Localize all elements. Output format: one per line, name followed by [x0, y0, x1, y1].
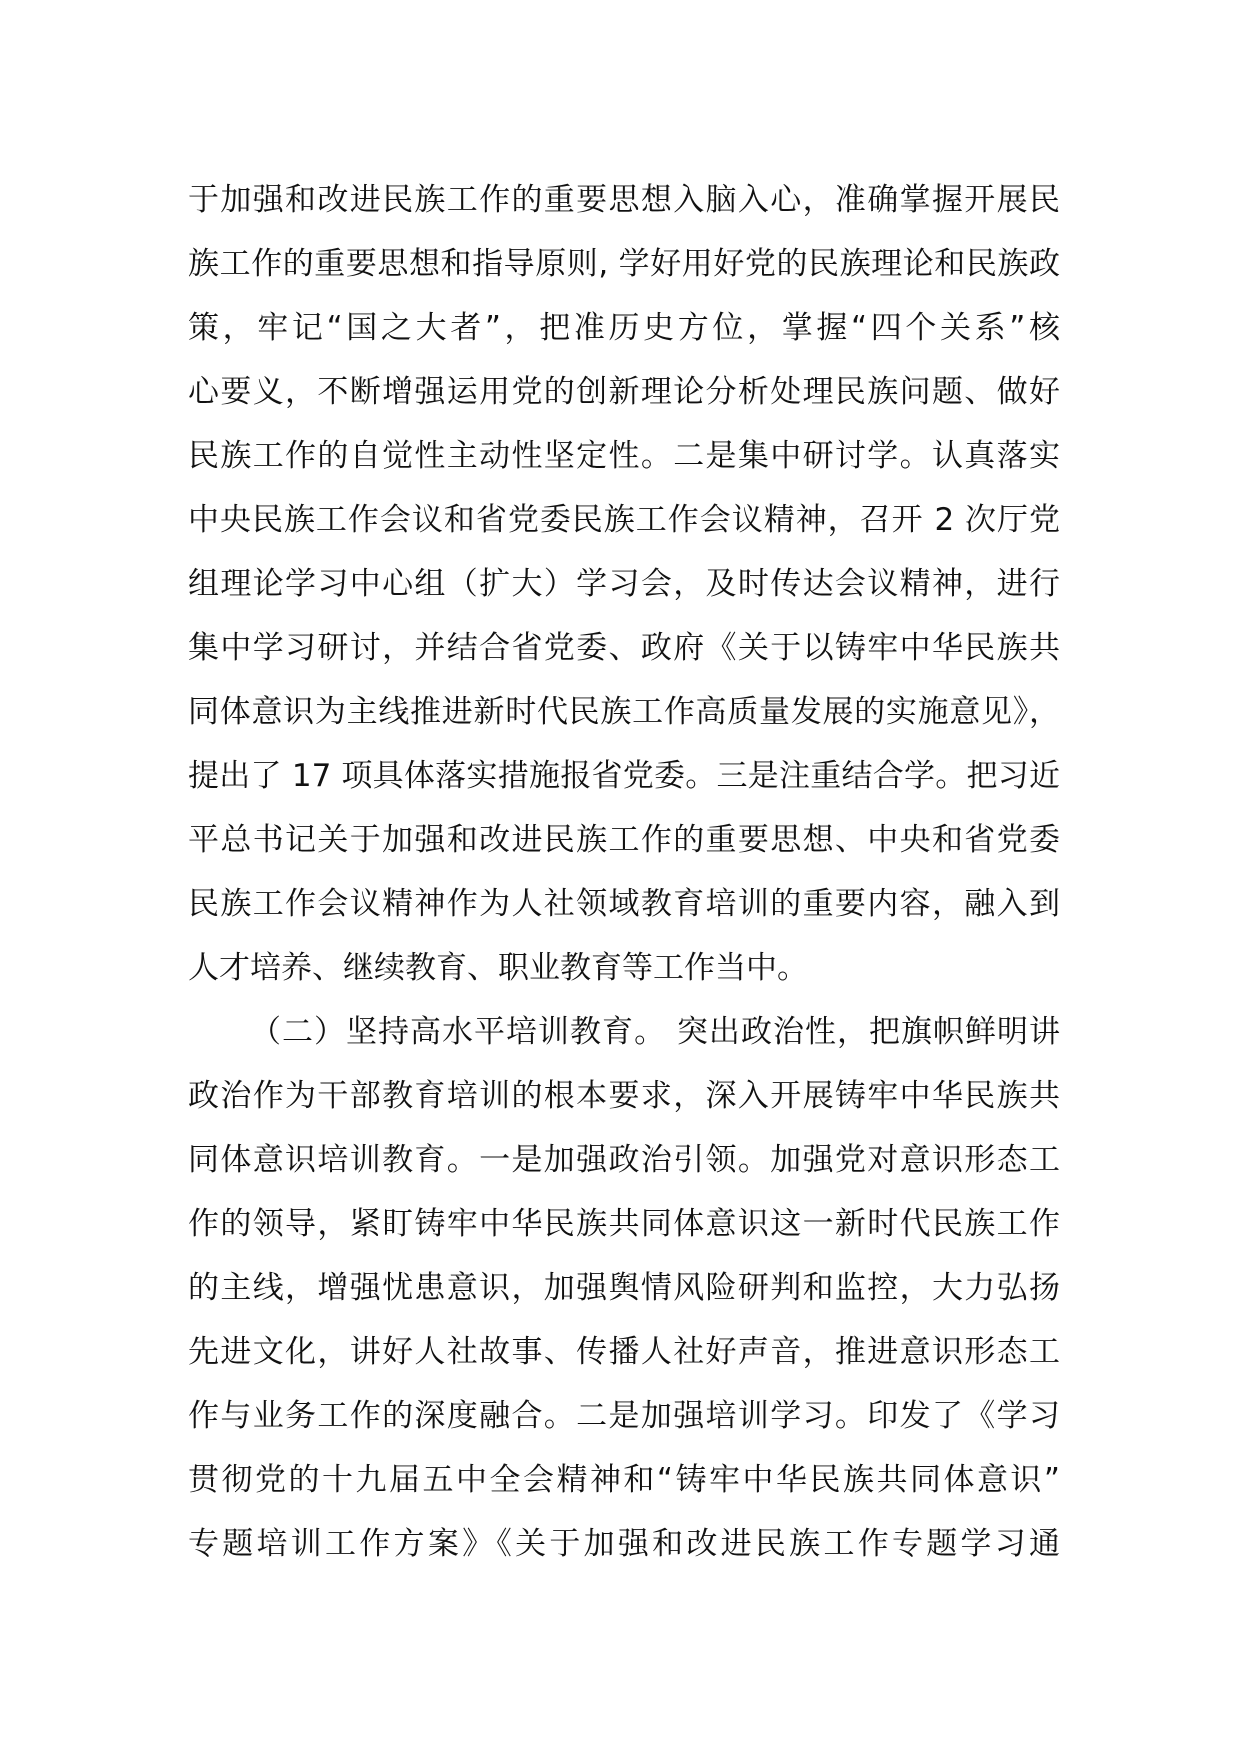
text-line-16: 同体意识培训教育。一是加强政治引领。加强党对意识形态工 — [188, 1142, 1060, 1178]
text-line-1: 于加强和改进民族工作的重要思想入脑入心，准确掌握开展民 — [188, 182, 1060, 218]
text-line-20: 作与业务工作的深度融合。二是加强培训学习。印发了《学习 — [188, 1398, 1060, 1434]
text-line-13: 人才培养、继续教育、职业教育等工作当中。 — [188, 950, 808, 986]
text-line-19: 先进文化，讲好人社故事、传播人社好声音，推进意识形态工 — [188, 1334, 1060, 1370]
section-heading-line: （二）坚持高水平培训教育。 突出政治性，把旗帜鲜明讲 — [250, 1014, 1060, 1050]
text-line-7: 组理论学习中心组（扩大）学习会，及时传达会议精神，进行 — [188, 566, 1060, 602]
text-line-18: 的主线，增强忧患意识，加强舆情风险研判和监控，大力弘扬 — [188, 1270, 1060, 1306]
text-line-8: 集中学习研讨，并结合省党委、政府《关于以铸牢中华民族共 — [188, 630, 1060, 666]
document-body — [188, 168, 1060, 1576]
text-line-2: 族工作的重要思想和指导原则, 学好用好党的民族理论和民族政 — [188, 246, 1060, 282]
text-line-10: 提出了 17 项具体落实措施报省党委。三是注重结合学。把习近 — [188, 758, 1060, 794]
text-line-9: 同体意识为主线推进新时代民族工作高质量发展的实施意见》， — [188, 694, 1060, 730]
text-line-5: 民族工作的自觉性主动性坚定性。二是集中研讨学。认真落实 — [188, 438, 1060, 474]
text-line-3: 策，牢记“国之大者”，把准历史方位，掌握“四个关系”核 — [188, 310, 1060, 346]
text-line-15: 政治作为干部教育培训的根本要求，深入开展铸牢中华民族共 — [188, 1078, 1060, 1114]
text-line-4: 心要义，不断增强运用党的创新理论分析处理民族问题、做好 — [188, 374, 1060, 410]
text-line-12: 民族工作会议精神作为人社领域教育培训的重要内容，融入到 — [188, 886, 1060, 922]
text-line-11: 平总书记关于加强和改进民族工作的重要思想、中央和省党委 — [188, 822, 1060, 858]
text-line-6: 中央民族工作会议和省党委民族工作会议精神，召开 2 次厅党 — [188, 502, 1060, 538]
text-line-17: 作的领导，紧盯铸牢中华民族共同体意识这一新时代民族工作 — [188, 1206, 1060, 1242]
text-line-22: 专题培训工作方案》《关于加强和改进民族工作专题学习通 — [188, 1526, 1060, 1562]
text-line-21: 贯彻党的十九届五中全会精神和“铸牢中华民族共同体意识” — [188, 1462, 1060, 1498]
